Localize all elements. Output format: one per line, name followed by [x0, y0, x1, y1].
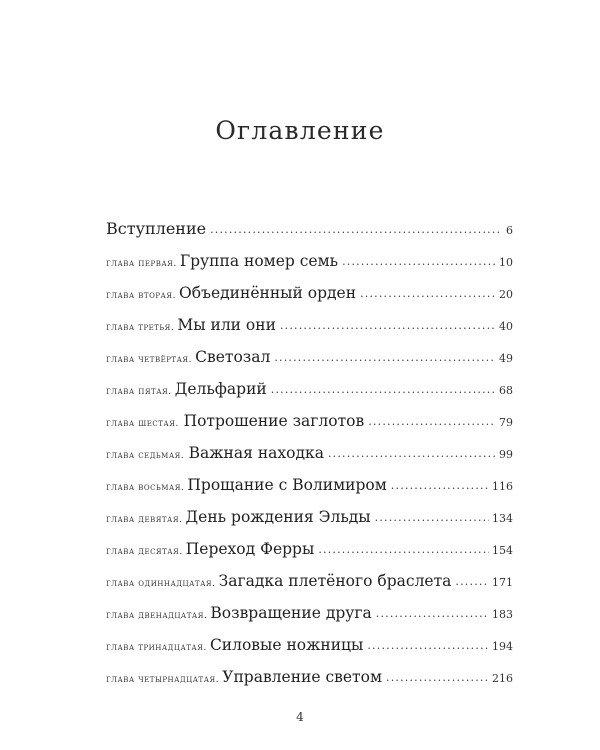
chapter-label: глава двенадцатая.	[106, 610, 208, 621]
toc-entry-chapter-13[interactable]	[106, 629, 513, 661]
toc-entry-page: 20	[499, 288, 513, 301]
toc-entry-page: 116	[492, 480, 513, 493]
toc-entry-page: 154	[492, 544, 513, 557]
page-number: 4	[296, 710, 304, 724]
toc-entry-title: Управление светом	[222, 668, 382, 686]
dot-leader	[328, 438, 496, 470]
dot-leader	[368, 406, 496, 438]
toc-entry-chapter-12[interactable]	[106, 597, 513, 629]
toc-entry-page: 134	[492, 512, 513, 525]
toc-entry-title: Прощание с Волимиром	[187, 476, 387, 494]
toc-entry-page: 99	[499, 448, 513, 461]
toc-entry-title: Переход Ферры	[185, 540, 315, 558]
toc-entry-page: 194	[492, 640, 513, 653]
toc-entry-chapter-7[interactable]	[106, 437, 513, 469]
toc-entry-chapter-2[interactable]	[106, 277, 513, 309]
dot-leader	[375, 502, 489, 534]
toc-entry-title: Загадка плетёного браслета	[218, 572, 452, 590]
chapter-label: глава четырнадцатая.	[106, 674, 220, 685]
toc-entry-chapter-1[interactable]	[106, 245, 513, 277]
toc-entry-title: Вступление	[106, 219, 207, 238]
chapter-label: глава шестая.	[106, 418, 179, 429]
toc-entry-title: День рождения Эльды	[185, 508, 371, 526]
toc-entry-title: Светозал	[195, 348, 271, 366]
chapter-label: глава седьмая.	[106, 450, 185, 461]
toc-entry-intro[interactable]	[106, 213, 513, 245]
toc-entry-chapter-10[interactable]	[106, 533, 513, 565]
chapter-label: глава одиннадцатая.	[106, 578, 216, 589]
chapter-label: глава десятая.	[106, 546, 183, 557]
toc-entry-chapter-5[interactable]	[106, 373, 513, 405]
toc-entry-chapter-8[interactable]	[106, 469, 513, 501]
toc-entry-chapter-11[interactable]	[106, 565, 513, 597]
toc-entry-page: 79	[499, 416, 513, 429]
dot-leader	[280, 310, 496, 342]
toc-entry-title: Группа номер семь	[179, 252, 339, 270]
chapter-label: глава первая.	[106, 258, 177, 269]
toc-entry-title: Мы или они	[177, 316, 276, 334]
toc-entry-page: 183	[492, 608, 513, 621]
page-title: Оглавление	[215, 116, 385, 145]
toc-entry-page: 171	[492, 576, 513, 589]
dot-leader	[455, 566, 489, 598]
toc-entry-page: 49	[499, 352, 513, 365]
toc-entry-title: Потрошение заглотов	[183, 412, 365, 430]
chapter-label: глава вторая.	[106, 290, 177, 301]
dot-leader	[274, 342, 496, 374]
chapter-label: глава тринадцатая.	[106, 642, 207, 653]
dot-leader	[271, 374, 496, 406]
toc-entry-title: Силовые ножницы	[209, 636, 364, 654]
dot-leader	[386, 662, 489, 694]
toc-entry-title: Возвращение друга	[210, 604, 372, 622]
chapter-label: глава пятая.	[106, 386, 172, 397]
toc-entry-title: Важная находка	[188, 444, 324, 462]
dot-leader	[210, 214, 500, 246]
toc-entry-page: 40	[499, 320, 513, 333]
toc-entry-chapter-6[interactable]	[106, 405, 513, 437]
chapter-label: глава третья.	[106, 322, 175, 333]
chapter-label: глава восьмая.	[106, 482, 185, 493]
chapter-label: глава девятая.	[106, 514, 183, 525]
dot-leader	[391, 470, 489, 502]
toc-entry-page: 10	[499, 256, 513, 269]
dot-leader	[376, 598, 489, 630]
toc-entry-chapter-9[interactable]	[106, 501, 513, 533]
toc-entry-page: 68	[499, 384, 513, 397]
dot-leader	[318, 534, 489, 566]
toc-entry-title: Объединённый орден	[179, 284, 357, 302]
table-of-contents	[106, 213, 513, 693]
toc-entry-page: 6	[506, 224, 513, 237]
toc-entry-title: Дельфарий	[174, 380, 267, 398]
dot-leader	[367, 630, 489, 662]
chapter-label: глава четвёртая.	[106, 354, 193, 365]
dot-leader	[342, 246, 496, 278]
toc-entry-chapter-4[interactable]	[106, 341, 513, 373]
toc-entry-page: 216	[492, 672, 513, 685]
toc-entry-chapter-14[interactable]	[106, 661, 513, 693]
dot-leader	[360, 278, 496, 310]
toc-entry-chapter-3[interactable]	[106, 309, 513, 341]
